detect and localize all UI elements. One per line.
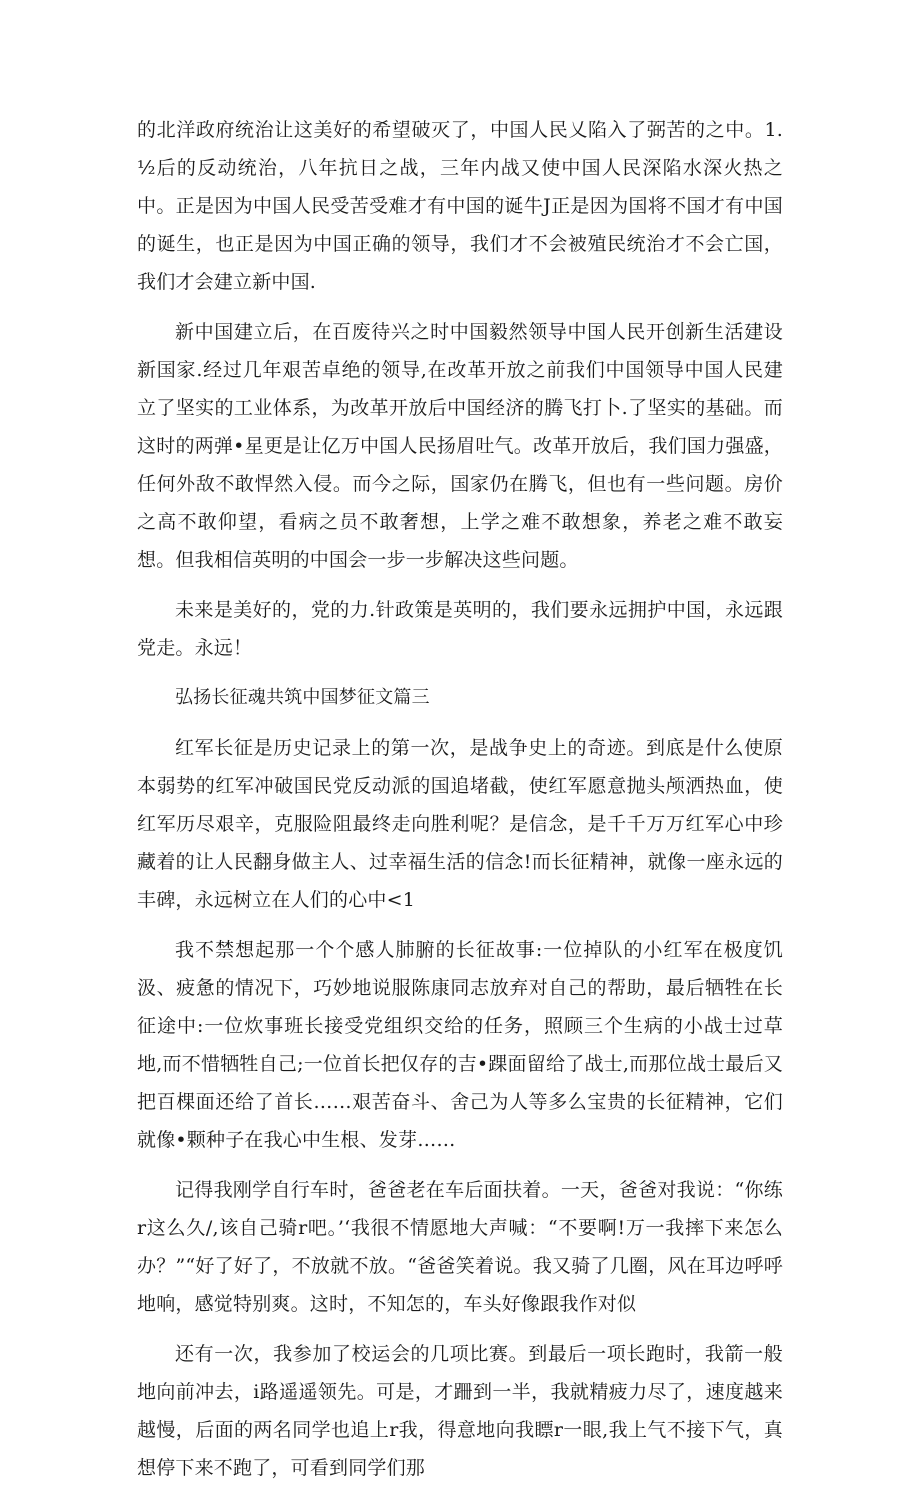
paragraph-3: 未来是美好的，党的力.针政策是英明的，我们要永远拥护中国，永远跟党走。永远！	[137, 599, 783, 659]
document-body	[137, 111, 783, 1499]
paragraph-6: 记得我刚学自行车时，爸爸老在车后面扶着。一天，爸爸对我说：“你练r这么久/,该自己骑r吧。’‘我很不情愿地大声喊：“不要啊!万一我摔下来怎么办？”“好了好了，不放就不放。“爸爸笑着说。我又骑了几圈，风在耳边呼呼地响，感觉特别爽。这时，不知怎的，车头好像跟我作对似	[137, 1179, 783, 1315]
section-heading: 弘扬长征魂共筑中国梦征文篇三	[175, 687, 430, 708]
paragraph-7: 还有一次，我参加了校运会的几项比赛。到最后一项长跑时，我箭一般地向前冲去，i路遥遥领先。可是，才跚到一半，我就精疲力尽了，速度越来越慢，后面的两名同学也追上r我，得意地向我瞟r一眼,我上气不接下气，真想停下来不跑了，可看到同学们那	[137, 1343, 783, 1479]
paragraph-2: 新中国建立后，在百废待兴之时中国毅然领导中国人民开创新生活建设新国家.经过几年艰苦卓绝的领导,在改革开放之前我们中国领导中国人民建立了坚实的工业体系，为改革开放后中国经济的腾飞打卜.了坚实的基础。而这时的两弹•星更是让亿万中国人民扬眉吐气。改革开放后，我们国力强盛，任何外敌不敢悍然入侵。而今之际，国家仍在腾飞，但也有一些问题。房价之高不敢仰望，看病之员不敢奢想，上学之难不敢想象，养老之难不敢妄想。但我相信英明的中国会一步一步解决这些问题。	[137, 321, 783, 571]
paragraph-4: 红军长征是历史记录上的第一次，是战争史上的奇迹。到底是什么使原本弱势的红军冲破国民党反动派的国追堵截，使红军愿意抛头颅洒热血，使红军历尽艰辛，克服险阻最终走向胜利呢？是信念，是千千万万红军心中珍藏着的让人民翻身做主人、过幸福生活的信念!而长征精神，就像一座永远的丰碑，永远树立在人们的心中<1	[137, 737, 783, 911]
paragraph-1: 的北洋政府统治让这美好的希望破灭了，中国人民乂陷入了弼苦的之中。1.½后的反动统治，八年抗日之战，三年内战又使中国人民深陷水深火热之中。正是因为中国人民受苦受难才有中国的诞牛J正是因为国将不国才有中国的诞生，也正是因为中国正确的领导，我们才不会被殖民统治才不会亡国，我们才会建立新中国.	[137, 119, 783, 293]
paragraph-5: 我不禁想起那一个个感人肺腑的长征故事:一位掉队的小红军在极度饥汲、疲惫的情况下，巧妙地说服陈康同志放弃对自己的帮助，最后牺牲在长征途中:一位炊事班长接受党组织交给的任务，照顾三个生病的小战士过草地,而不惜牺牲自己;一位首长把仅存的吉•踝面留给了战士,而那位战士最后又把百棵面还给了首长……艰苦奋斗、舍己为人等多么宝贵的长征精神，它们就像•颗种子在我心中生根、发芽……	[137, 939, 783, 1151]
